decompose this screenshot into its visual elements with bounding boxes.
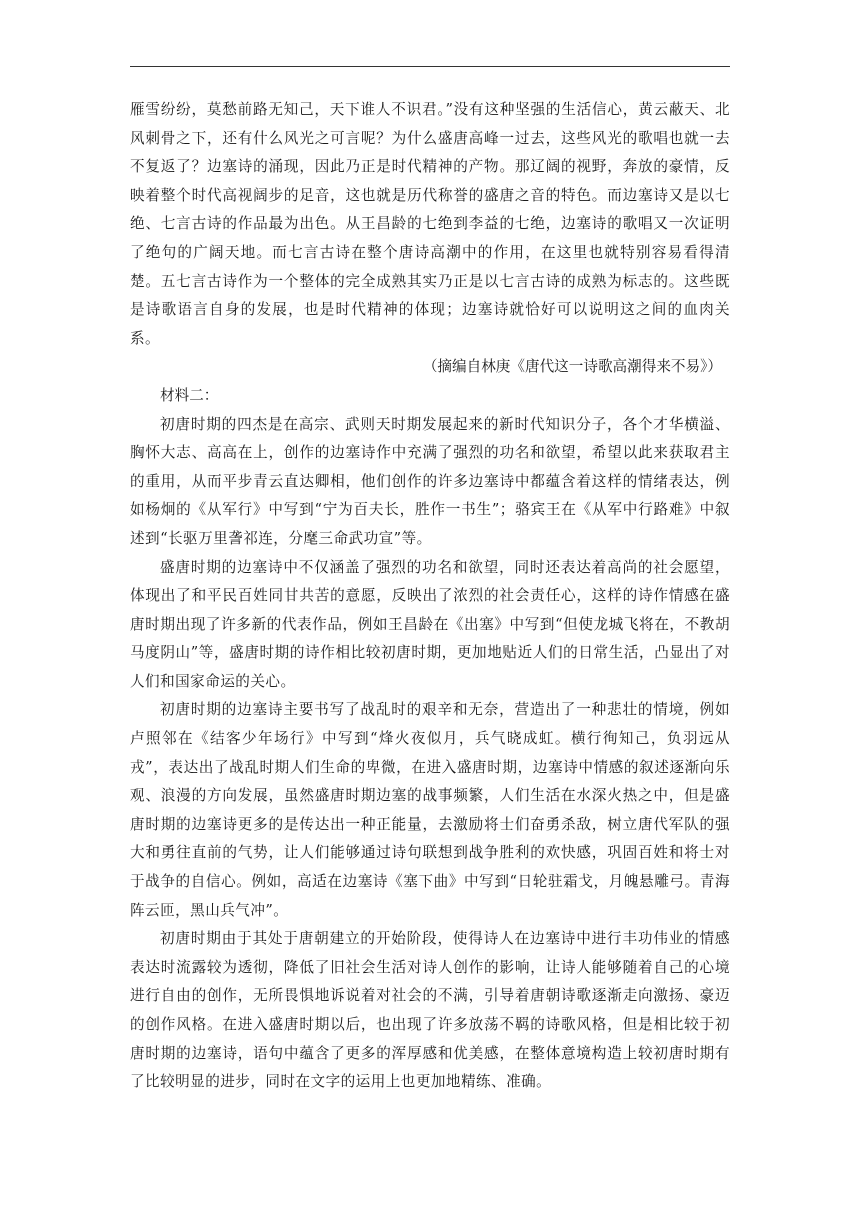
material-one-paragraph: 雁雪纷纷，莫愁前路无知己，天下谁人不识君。”没有这种坚强的生活信心，黄云蔽天、北风刺骨之下，还有什么风光之可言呢？为什么盛唐高峰一过去，这些风光的歌唱也就一去不复返了？边塞诗的涌现，因此乃正是时代精神的产物。那辽阔的视野，奔放的豪情，反映着整个时代高视阔步的足音，这也就是历代称誉的盛唐之音的特色。而边塞诗又是以七绝、七言古诗的作品最为出色。从王昌龄的七绝到李益的七绝，边塞诗的歌唱又一次证明了绝句的广阔天地。而七言古诗在整个唐诗高潮中的作用，在这里也就特别容易看得清楚。五七言古诗作为一个整体的完全成熟其实乃正是以七言古诗的成熟为标志的。这些既是诗歌语言自身的发展，也是时代精神的体现；边塞诗就恰好可以说明这之间的血肉关系。 bbox=[130, 101, 730, 347]
material-two-label: 材料二： bbox=[160, 386, 219, 404]
material-two-paragraph-2: 盛唐时期的边塞诗中不仅涵盖了强烈的功名和欲望，同时还表达着高尚的社会愿望，体现出了和平民百姓同甘共苦的意愿，反映出了浓烈的社会责任心，这样的诗作情感在盛唐时期出现了许多新的代表作品，例如王昌龄在《出塞》中写到“但使龙城飞将在，不教胡马度阴山”等，盛唐时期的诗作相比较初唐时期，更加地贴近人们的日常生活，凸显出了对人们和国家命运的关心。 bbox=[130, 558, 730, 690]
material-two-paragraph-3: 初唐时期的边塞诗主要书写了战乱时的艰辛和无奈，营造出了一种悲壮的情境，例如卢照邻在《结客少年场行》中写到“烽火夜似月，兵气晓成虹。横行徇知己，负羽远从戎”，表达出了战乱时期人们生命的卑微，在进入盛唐时期，边塞诗中情感的叙述逐渐向乐观、浪漫的方向发展，虽然盛唐时期边塞的战事频繁，人们生活在水深火热之中，但是盛唐时期的边塞诗更多的是传达出一种正能量，去激励将士们奋勇杀敌，树立唐代军队的强大和勇往直前的气势，让人们能够通过诗句联想到战争胜利的欢快感，巩固百姓和将士对于战争的自信心。例如，高适在边塞诗《塞下曲》中写到“日轮驻霜戈，月魄悬雕弓。青海阵云匝，黑山兵气冲”。 bbox=[130, 701, 730, 919]
material-two-paragraph-4: 初唐时期由于其处于唐朝建立的开始阶段，使得诗人在边塞诗中进行丰功伟业的情感表达时流露较为透彻，降低了旧社会生活对诗人创作的影响，让诗人能够随着自己的心境进行自由的创作，无所畏惧地诉说着对社会的不满，引导着唐朝诗歌逐渐走向激扬、豪迈的创作风格。在进入盛唐时期以后，也出现了许多放荡不羁的诗歌风格，但是相比较于初唐时期的边塞诗，语句中蕴含了更多的浑厚感和优美感，在整体意境构造上较初唐时期有了比较明显的进步，同时在文字的运用上也更加地精练、准确。 bbox=[130, 930, 730, 1091]
document-body bbox=[130, 96, 730, 1097]
material-one-source: （摘编自林庚《唐代这一诗歌高潮得来不易》） bbox=[422, 358, 722, 376]
material-two-paragraph-1: 初唐时期的四杰是在高宗、武则天时期发展起来的新时代知识分子，各个才华横溢、胸怀大志、高高在上，创作的边塞诗作中充满了强烈的功名和欲望，希望以此来获取君主的重用，从而平步青云直达卿相，他们创作的许多边塞诗中都蕴含着这样的情绪表达，例如杨炯的《从军行》中写到“宁为百夫长，胜作一书生”；骆宾王在《从军中行路难》中叙述到“长驱万里詟祁连，分麾三命武功宣”等。 bbox=[130, 415, 730, 547]
header-rule bbox=[130, 66, 730, 67]
